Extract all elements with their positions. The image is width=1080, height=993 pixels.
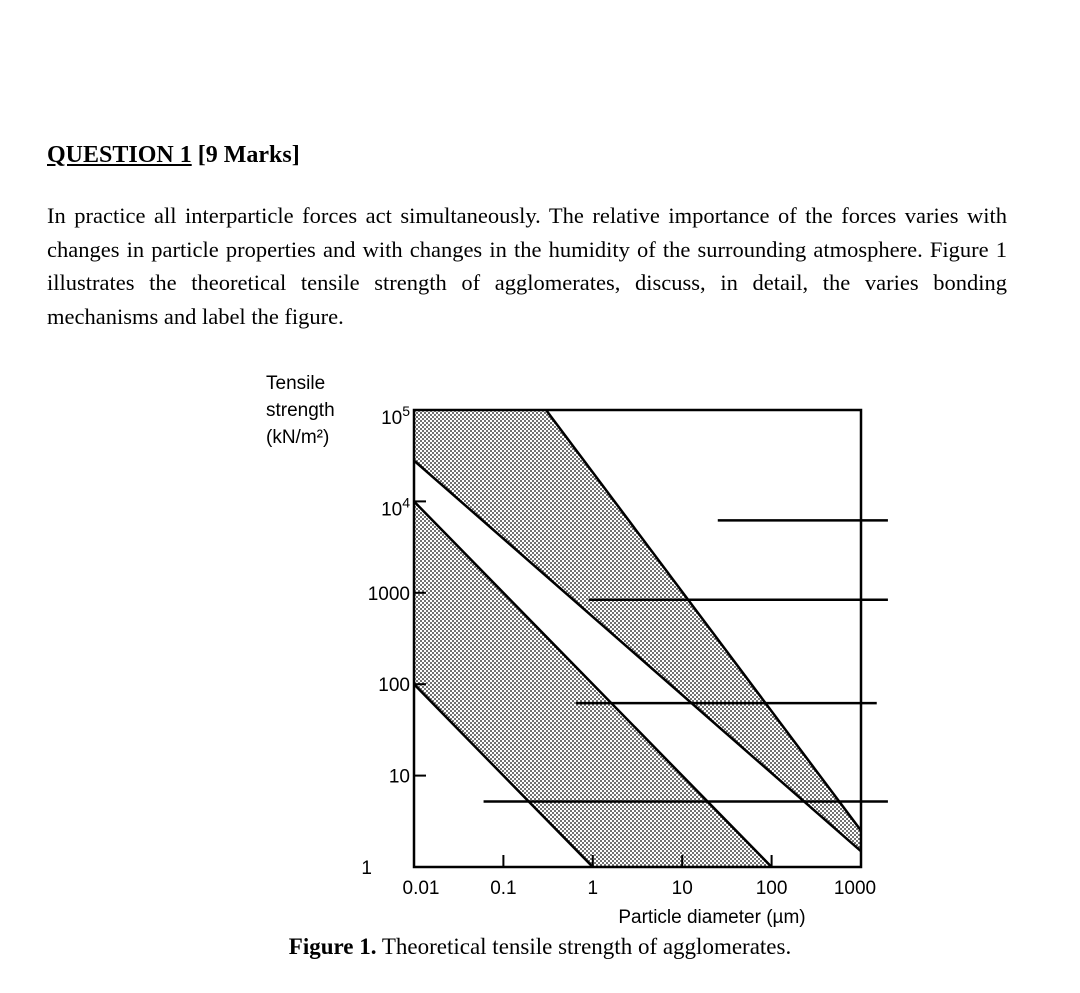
x-tick-label: 1000 <box>833 878 877 899</box>
question-body: In practice all interparticle forces act simultaneously. The relative importance of the forces varies with changes in particle properties and with changes in the humidity of the surrounding atmosphere. Figure 1 illustrates the theoretical tensile strength of agglomerates, discuss, in detail, the varies bonding mechanisms and label the figure. <box>47 203 1007 330</box>
lower-band-upper-edge <box>325 410 951 993</box>
figure-caption-text: Theoretical tensile strength of agglomerates. <box>381 934 792 959</box>
y-tick-label: 1000 <box>367 583 410 605</box>
x-tick-label: 1 <box>587 878 599 899</box>
x-tick-label: 0.01 <box>402 878 440 899</box>
y-axis-label <box>266 373 335 448</box>
x-axis-label: Particle diameter (µm) <box>618 907 806 928</box>
bands-group <box>325 114 951 993</box>
x-tick-label: 0.1 <box>490 878 517 899</box>
y-axis-label-line: Tensile <box>266 373 326 394</box>
y-tick-label: 1 <box>361 858 372 879</box>
y-axis-label-line: strength <box>266 400 335 421</box>
y-axis-label-line: (kN/m²) <box>266 427 330 448</box>
figure-caption <box>0 934 1080 960</box>
x-tick-label: 10 <box>671 878 693 899</box>
lower-band-fill <box>325 410 951 993</box>
x-tick-label: 100 <box>755 878 788 899</box>
question-title: QUESTION 1 <box>47 142 192 168</box>
y-tick-label: $10^5$ <box>381 403 410 429</box>
figure-label: Figure 1. <box>288 934 377 959</box>
y-tick-label: 100 <box>378 675 410 697</box>
y-tick-label: $10^4$ <box>381 494 410 521</box>
y-tick-label: 10 <box>388 766 410 788</box>
question-marks: [9 Marks] <box>197 142 300 168</box>
